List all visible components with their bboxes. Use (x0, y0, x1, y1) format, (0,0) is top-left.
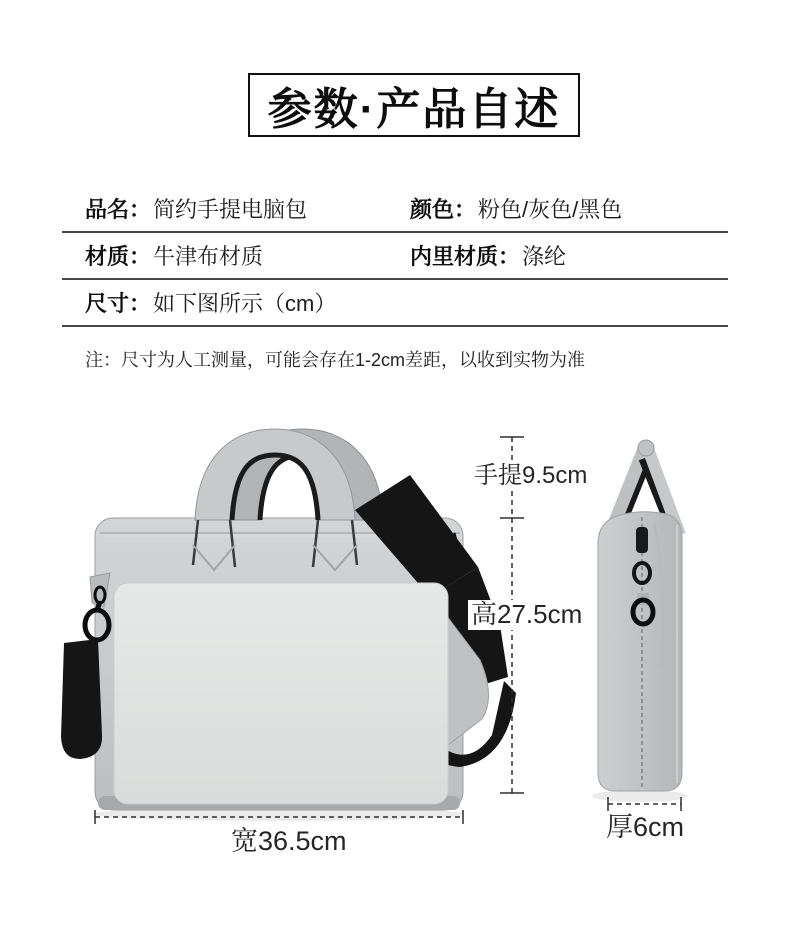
dimension-label-width: 宽36.5cm (228, 826, 350, 857)
dimension-label-handle: 手提9.5cm (471, 462, 590, 490)
section-title-box (248, 73, 580, 137)
spec-cell-size (85, 287, 336, 318)
side-handle-apex (638, 440, 654, 456)
spec-label: 内里材质： (410, 244, 521, 269)
spec-cell-name (85, 193, 307, 224)
spec-value: 涤纶 (522, 244, 567, 269)
spec-value: 如下图所示（cm） (153, 291, 337, 316)
side-bag-view (598, 440, 682, 791)
hanging-strap (61, 639, 102, 759)
spec-row-name-color (62, 186, 728, 233)
spec-label: 品名： (85, 197, 152, 222)
spec-label: 颜色： (410, 197, 477, 222)
dimension-label-depth: 厚6cm (603, 812, 687, 843)
front-bag-view (61, 429, 516, 810)
spec-row-size (62, 280, 728, 327)
front-panel (114, 583, 448, 804)
spec-cell-lining (410, 240, 566, 271)
page-title: 参数·产品自述 (267, 85, 561, 134)
spec-cell-color (410, 193, 622, 224)
dimension-label-height: 高27.5cm (468, 600, 585, 630)
zipper-pull (636, 527, 648, 553)
spec-label: 尺寸： (85, 291, 152, 316)
spec-label: 材质： (85, 244, 152, 269)
spec-value: 牛津布材质 (153, 244, 264, 269)
spec-table (62, 186, 728, 327)
spec-value: 粉色/灰色/黑色 (478, 197, 623, 222)
measurement-note: 注：尺寸为人工测量，可能会存在1-2cm差距，以收到实物为准 (85, 350, 586, 370)
spec-value: 简约手提电脑包 (153, 197, 308, 222)
side-bag-body (598, 512, 682, 791)
spec-cell-material (85, 240, 263, 271)
side-bag-shadow (592, 790, 688, 802)
spec-row-material (62, 233, 728, 280)
